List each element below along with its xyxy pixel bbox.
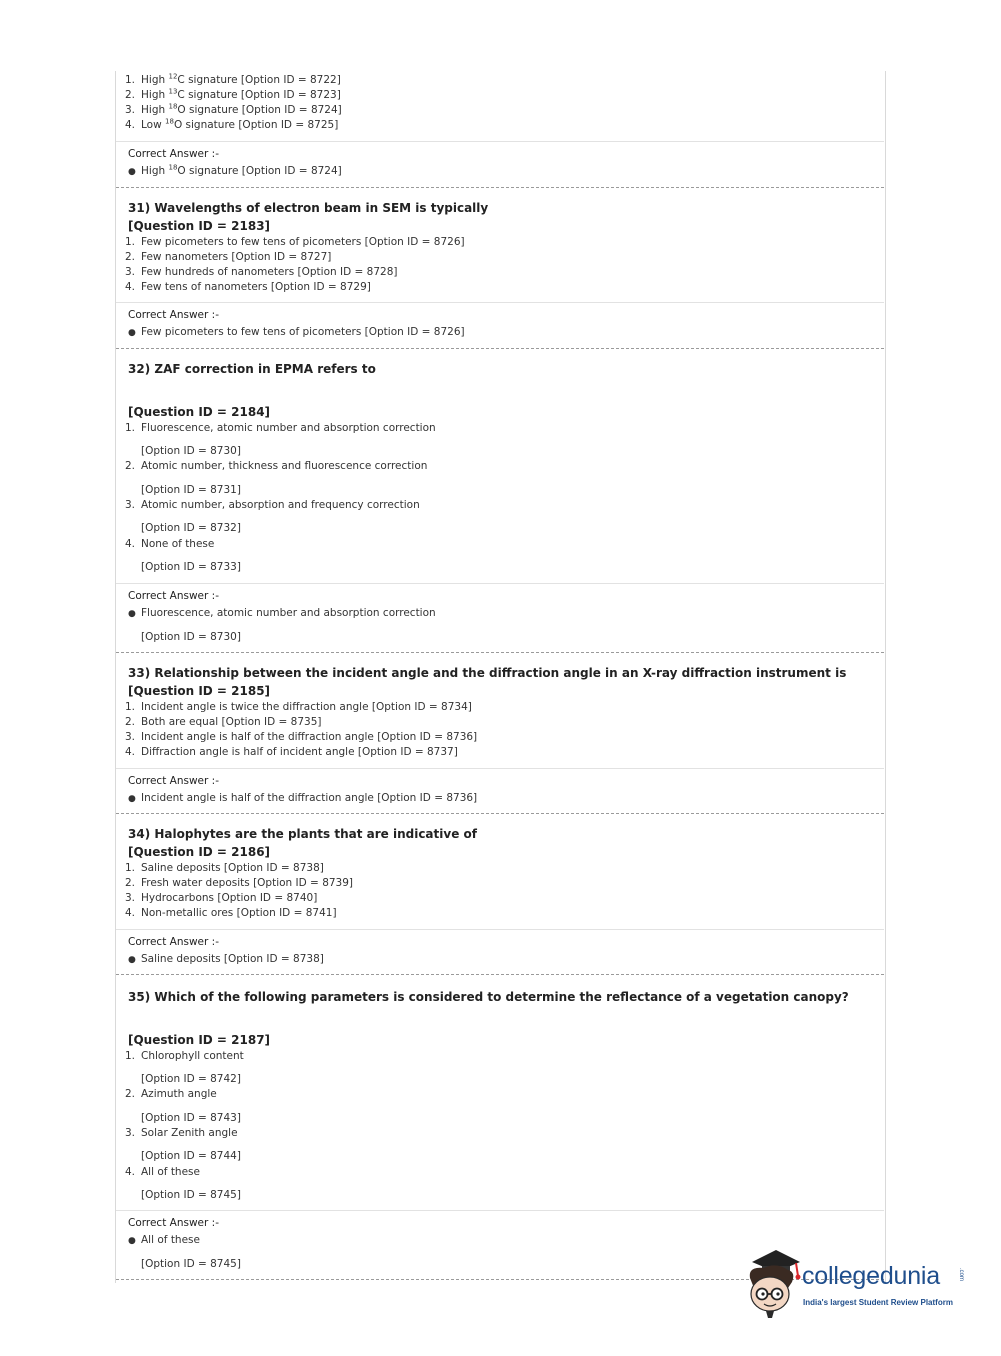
question-title: 32) ZAF correction in EPMA refers to	[128, 362, 376, 376]
option-4: 4. None of these	[125, 538, 215, 550]
question-divider	[116, 348, 884, 349]
option-1: 1. Fluorescence, atomic number and absorption correction	[125, 422, 436, 434]
option-3: 3. Few hundreds of nanometers [Option ID = 8728]	[125, 266, 398, 278]
question-title: 33) Relationship between the incident angle and the diffraction angle in an X-ray diffraction instrument is	[128, 666, 847, 680]
option-4: 4. Diffraction angle is half of incident angle [Option ID = 8737]	[125, 746, 458, 758]
option-3: 3. Hydrocarbons [Option ID = 8740]	[125, 892, 318, 904]
bullet-icon: ●	[128, 167, 136, 177]
correct-answer: ● Incident angle is half of the diffraction angle [Option ID = 8736]	[128, 792, 478, 804]
option-1: 1. Saline deposits [Option ID = 8738]	[125, 862, 324, 874]
bullet-icon: ●	[128, 609, 136, 619]
question-id: [Question ID = 2183]	[128, 219, 271, 233]
correct-answer-label: Correct Answer :-	[128, 148, 219, 160]
option-2: 2. Fresh water deposits [Option ID = 8739]	[125, 877, 354, 889]
correct-answer: ● High $^{18}$O signature [Option ID = 8724]	[128, 163, 342, 177]
option-2: 2. High $^{13}$C signature [Option ID = 8723]	[125, 87, 341, 101]
bullet-icon: ●	[128, 794, 136, 804]
option-4: 4. All of these	[125, 1166, 200, 1178]
option-2-id: [Option ID = 8731]	[141, 484, 241, 496]
option-1: 1. High $^{12}$C signature [Option ID = 8722]	[125, 72, 341, 86]
logo-wordmark: collegedunia	[802, 1262, 940, 1290]
option-3: 3. Solar Zenith angle	[125, 1127, 238, 1139]
option-3: 3. Incident angle is half of the diffraction angle [Option ID = 8736]	[125, 731, 478, 743]
option-3-id: [Option ID = 8732]	[141, 522, 241, 534]
question-title: 34) Halophytes are the plants that are indicative of	[128, 827, 477, 841]
logo-tagline: India's largest Student Review Platform	[803, 1298, 953, 1307]
option-1: 1. Few picometers to few tens of picometers [Option ID = 8726]	[125, 236, 465, 248]
correct-answer: ● Fluorescence, atomic number and absorption correction	[128, 607, 436, 619]
option-4: 4. Few tens of nanometers [Option ID = 8729]	[125, 281, 371, 293]
option-4: 4. Low $^{18}$O signature [Option ID = 8725]	[125, 117, 339, 131]
correct-answer: ● Saline deposits [Option ID = 8738]	[128, 953, 324, 965]
option-1: 1. Chlorophyll content	[125, 1050, 244, 1062]
correct-answer-id: [Option ID = 8745]	[141, 1258, 241, 1270]
bullet-icon: ●	[128, 955, 136, 965]
option-3-id: [Option ID = 8744]	[141, 1150, 241, 1162]
divider	[116, 768, 884, 769]
question-divider	[116, 813, 884, 814]
option-2-id: [Option ID = 8743]	[141, 1112, 241, 1124]
divider	[116, 302, 884, 303]
question-title: 35) Which of the following parameters is considered to determine the reflectance of a vegetation canopy?	[128, 990, 849, 1004]
option-1: 1. Incident angle is twice the diffraction angle [Option ID = 8734]	[125, 701, 472, 713]
option-4: 4. Non-metallic ores [Option ID = 8741]	[125, 907, 337, 919]
option-1-id: [Option ID = 8742]	[141, 1073, 241, 1085]
option-1-id: [Option ID = 8730]	[141, 445, 241, 457]
divider	[116, 929, 884, 930]
divider	[116, 583, 884, 584]
option-2: 2. Azimuth angle	[125, 1088, 217, 1100]
divider	[116, 141, 884, 142]
logo-domain: .com	[958, 1268, 964, 1282]
correct-answer-label: Correct Answer :-	[128, 775, 219, 787]
question-divider	[116, 187, 884, 188]
correct-answer-label: Correct Answer :-	[128, 936, 219, 948]
question-divider	[116, 652, 884, 653]
option-4-id: [Option ID = 8745]	[141, 1189, 241, 1201]
correct-answer-label: Correct Answer :-	[128, 309, 219, 321]
option-4-id: [Option ID = 8733]	[141, 561, 241, 573]
collegedunia-logo	[742, 1248, 982, 1323]
correct-answer: ● Few picometers to few tens of picometers [Option ID = 8726]	[128, 326, 465, 338]
correct-answer-label: Correct Answer :-	[128, 590, 219, 602]
divider	[116, 1210, 884, 1211]
question-divider	[116, 974, 884, 975]
correct-answer-label: Correct Answer :-	[128, 1217, 219, 1229]
question-id: [Question ID = 2185]	[128, 684, 271, 698]
question-title: 31) Wavelengths of electron beam in SEM is typically	[128, 201, 489, 215]
bullet-icon: ●	[128, 1236, 136, 1246]
mascot-icon	[742, 1248, 806, 1320]
option-3: 3. High $^{18}$O signature [Option ID = 8724]	[125, 102, 342, 116]
option-2: 2. Atomic number, thickness and fluorescence correction	[125, 460, 428, 472]
correct-answer-id: [Option ID = 8730]	[141, 631, 241, 643]
question-id: [Question ID = 2186]	[128, 845, 271, 859]
question-id: [Question ID = 2187]	[128, 1033, 271, 1047]
question-id: [Question ID = 2184]	[128, 405, 271, 419]
bullet-icon: ●	[128, 328, 136, 338]
correct-answer: ● All of these	[128, 1234, 200, 1246]
option-3: 3. Atomic number, absorption and frequency correction	[125, 499, 420, 511]
option-2: 2. Both are equal [Option ID = 8735]	[125, 716, 322, 728]
option-2: 2. Few nanometers [Option ID = 8727]	[125, 251, 332, 263]
